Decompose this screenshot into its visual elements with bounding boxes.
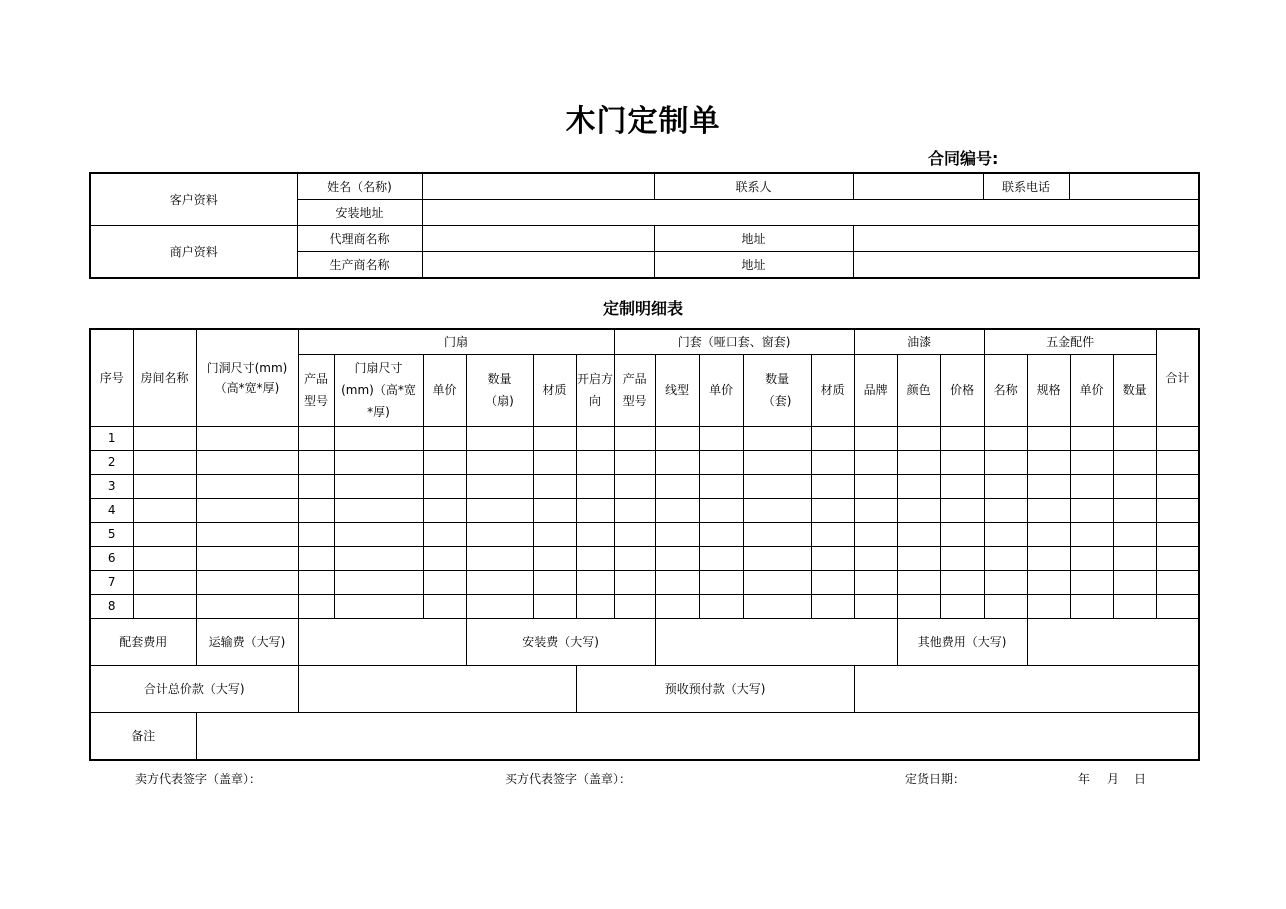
detail-table: [89, 328, 1200, 761]
table-cell[interactable]: [1027, 570, 1070, 594]
table-cell[interactable]: [533, 474, 576, 498]
table-cell[interactable]: [854, 594, 897, 618]
table-cell[interactable]: [1156, 522, 1199, 546]
header-door-frame: 门套（哑口套、窗套): [614, 329, 854, 354]
transport-fee-label: 运输费（大写): [196, 618, 298, 665]
contact-person-label: 联系人: [654, 173, 853, 200]
customer-section-label: 客户资料: [90, 173, 297, 226]
table-cell[interactable]: [1027, 546, 1070, 570]
table-cell[interactable]: [298, 474, 334, 498]
table-cell[interactable]: [1113, 498, 1156, 522]
table-cell[interactable]: [1156, 450, 1199, 474]
table-row: [90, 474, 1199, 498]
table-cell[interactable]: [1156, 570, 1199, 594]
subheader-leaf-material: 材质: [533, 354, 576, 426]
row-number: 6: [90, 546, 133, 570]
customer-name-label: 姓名（名称): [297, 173, 422, 200]
table-cell[interactable]: [699, 450, 743, 474]
total-price-label: 合计总价款（大写): [90, 665, 298, 712]
subheader-paint-brand: 品牌: [854, 354, 897, 426]
merchant-section-label: 商户资料: [90, 226, 297, 279]
table-cell[interactable]: [1156, 594, 1199, 618]
subheader-hw-spec: 规格: [1027, 354, 1070, 426]
table-cell[interactable]: [897, 450, 940, 474]
table-cell[interactable]: [940, 474, 984, 498]
table-cell[interactable]: [1113, 594, 1156, 618]
table-cell[interactable]: [298, 522, 334, 546]
detail-table-title: 定制明细表: [602, 299, 683, 318]
agent-name-field[interactable]: [422, 226, 654, 252]
table-cell[interactable]: [1070, 570, 1113, 594]
order-date-label: 定货日期：: [905, 772, 966, 786]
table-cell[interactable]: [576, 450, 614, 474]
table-cell[interactable]: [743, 498, 811, 522]
table-cell[interactable]: [334, 474, 423, 498]
table-cell[interactable]: [984, 498, 1027, 522]
row-number: 3: [90, 474, 133, 498]
table-cell[interactable]: [984, 474, 1027, 498]
table-cell[interactable]: [1113, 426, 1156, 450]
subheader-leaf-model: 产品型号: [298, 354, 334, 426]
table-cell[interactable]: [811, 594, 854, 618]
contact-person-field[interactable]: [853, 173, 983, 200]
table-row: [90, 426, 1199, 450]
table-cell[interactable]: [984, 426, 1027, 450]
table-cell[interactable]: [1027, 426, 1070, 450]
maker-name-label: 生产商名称: [297, 252, 422, 279]
table-cell[interactable]: [1113, 474, 1156, 498]
header-seq: 序号: [90, 329, 133, 426]
table-cell[interactable]: [196, 594, 298, 618]
install-fee-label: 安装费（大写): [466, 618, 655, 665]
table-cell[interactable]: [614, 546, 655, 570]
table-cell[interactable]: [576, 570, 614, 594]
date-month-label: 月: [1107, 772, 1120, 786]
table-cell[interactable]: [1027, 450, 1070, 474]
table-cell[interactable]: [940, 450, 984, 474]
table-cell[interactable]: [614, 498, 655, 522]
table-cell[interactable]: [334, 546, 423, 570]
table-cell[interactable]: [133, 594, 196, 618]
header-hole-size: 门洞尺寸(mm)（高*宽*厚): [196, 329, 298, 426]
subheader-leaf-direction: 开启方向: [576, 354, 614, 426]
table-cell[interactable]: [298, 546, 334, 570]
table-cell[interactable]: [614, 522, 655, 546]
subheader-frame-model: 产品型号: [614, 354, 655, 426]
table-cell[interactable]: [466, 450, 533, 474]
table-cell[interactable]: [533, 522, 576, 546]
table-cell[interactable]: [576, 498, 614, 522]
table-cell[interactable]: [940, 522, 984, 546]
table-cell[interactable]: [576, 522, 614, 546]
table-cell[interactable]: [743, 522, 811, 546]
table-cell[interactable]: [298, 570, 334, 594]
table-cell[interactable]: [940, 426, 984, 450]
table-cell[interactable]: [940, 546, 984, 570]
install-fee-field[interactable]: [655, 618, 897, 665]
table-cell[interactable]: [1113, 546, 1156, 570]
table-cell[interactable]: [699, 594, 743, 618]
table-cell[interactable]: [1113, 522, 1156, 546]
table-cell[interactable]: [699, 426, 743, 450]
remark-field[interactable]: [196, 712, 1199, 760]
table-cell[interactable]: [1113, 570, 1156, 594]
signature-line: [0, 770, 1286, 790]
table-cell[interactable]: [533, 426, 576, 450]
table-cell[interactable]: [1027, 498, 1070, 522]
table-cell[interactable]: [133, 474, 196, 498]
table-cell[interactable]: [699, 570, 743, 594]
table-cell[interactable]: [133, 426, 196, 450]
subheader-paint-color: 颜色: [897, 354, 940, 426]
table-row: [90, 570, 1199, 594]
table-cell[interactable]: [533, 450, 576, 474]
table-cell[interactable]: [984, 450, 1027, 474]
table-cell[interactable]: [298, 426, 334, 450]
table-cell[interactable]: [614, 594, 655, 618]
other-fee-label: 其他费用（大写): [897, 618, 1027, 665]
table-cell[interactable]: [533, 570, 576, 594]
table-cell[interactable]: [655, 594, 699, 618]
subheader-leaf-qty: 数量（扇): [466, 354, 533, 426]
row-number: 1: [90, 426, 133, 450]
subheader-hw-price: 单价: [1070, 354, 1113, 426]
table-cell[interactable]: [897, 426, 940, 450]
table-cell[interactable]: [1027, 522, 1070, 546]
table-cell[interactable]: [854, 450, 897, 474]
table-cell[interactable]: [854, 522, 897, 546]
table-cell[interactable]: [811, 474, 854, 498]
table-cell[interactable]: [423, 546, 466, 570]
header-hardware: 五金配件: [984, 329, 1156, 354]
date-day-label: 日: [1134, 772, 1147, 786]
table-cell[interactable]: [298, 498, 334, 522]
table-cell[interactable]: [196, 426, 298, 450]
table-cell[interactable]: [133, 498, 196, 522]
subheader-frame-material: 材质: [811, 354, 854, 426]
phone-label: 联系电话: [983, 173, 1069, 200]
table-cell[interactable]: [940, 570, 984, 594]
table-cell[interactable]: [743, 594, 811, 618]
table-cell[interactable]: [984, 522, 1027, 546]
table-cell[interactable]: [655, 474, 699, 498]
table-cell[interactable]: [743, 570, 811, 594]
table-cell[interactable]: [334, 498, 423, 522]
row-number: 7: [90, 570, 133, 594]
table-cell[interactable]: [1156, 474, 1199, 498]
table-cell[interactable]: [811, 450, 854, 474]
table-row: [90, 522, 1199, 546]
date-year-label: 年: [1078, 772, 1091, 786]
table-cell[interactable]: [699, 546, 743, 570]
table-cell[interactable]: [133, 522, 196, 546]
table-cell[interactable]: [196, 570, 298, 594]
table-cell[interactable]: [334, 426, 423, 450]
table-cell[interactable]: [984, 570, 1027, 594]
accessory-fee-label: 配套费用: [90, 618, 196, 665]
table-cell[interactable]: [1070, 522, 1113, 546]
table-cell[interactable]: [655, 546, 699, 570]
table-cell[interactable]: [196, 474, 298, 498]
table-cell[interactable]: [423, 426, 466, 450]
table-cell[interactable]: [984, 594, 1027, 618]
table-cell[interactable]: [196, 546, 298, 570]
table-cell[interactable]: [196, 498, 298, 522]
subheader-hw-qty: 数量: [1113, 354, 1156, 426]
table-cell[interactable]: [334, 450, 423, 474]
table-cell[interactable]: [655, 498, 699, 522]
table-cell[interactable]: [655, 426, 699, 450]
table-cell[interactable]: [1156, 426, 1199, 450]
table-cell[interactable]: [614, 450, 655, 474]
table-cell[interactable]: [466, 570, 533, 594]
table-cell[interactable]: [897, 594, 940, 618]
maker-name-field[interactable]: [422, 252, 654, 279]
table-cell[interactable]: [576, 426, 614, 450]
install-address-label: 安装地址: [297, 200, 422, 226]
table-row: [90, 450, 1199, 474]
table-cell[interactable]: [699, 474, 743, 498]
info-table: [89, 172, 1200, 279]
table-cell[interactable]: [423, 570, 466, 594]
subheader-frame-price: 单价: [699, 354, 743, 426]
table-cell[interactable]: [423, 450, 466, 474]
row-number: 5: [90, 522, 133, 546]
remark-label: 备注: [90, 712, 196, 760]
transport-fee-field[interactable]: [298, 618, 466, 665]
table-cell[interactable]: [940, 498, 984, 522]
subheader-leaf-price: 单价: [423, 354, 466, 426]
table-cell[interactable]: [1113, 450, 1156, 474]
table-cell[interactable]: [1070, 546, 1113, 570]
table-cell[interactable]: [699, 498, 743, 522]
row-number: 8: [90, 594, 133, 618]
table-cell[interactable]: [699, 522, 743, 546]
table-cell[interactable]: [897, 498, 940, 522]
table-cell[interactable]: [811, 546, 854, 570]
table-row: [90, 594, 1199, 618]
table-cell[interactable]: [897, 546, 940, 570]
table-cell[interactable]: [897, 474, 940, 498]
table-cell[interactable]: [743, 474, 811, 498]
agent-name-label: 代理商名称: [297, 226, 422, 252]
buyer-signature-label: 买方代表签字（盖章）：: [505, 772, 632, 786]
table-cell[interactable]: [811, 570, 854, 594]
table-cell[interactable]: [533, 498, 576, 522]
table-cell[interactable]: [897, 522, 940, 546]
table-cell[interactable]: [334, 594, 423, 618]
table-cell[interactable]: [533, 594, 576, 618]
table-cell[interactable]: [854, 474, 897, 498]
table-cell[interactable]: [940, 594, 984, 618]
table-cell[interactable]: [576, 546, 614, 570]
table-cell[interactable]: [655, 522, 699, 546]
table-cell[interactable]: [854, 570, 897, 594]
phone-field[interactable]: [1069, 173, 1199, 200]
table-cell[interactable]: [466, 498, 533, 522]
table-cell[interactable]: [854, 426, 897, 450]
table-cell[interactable]: [334, 522, 423, 546]
row-number: 4: [90, 498, 133, 522]
table-cell[interactable]: [196, 522, 298, 546]
table-cell[interactable]: [576, 474, 614, 498]
subheader-frame-line: 线型: [655, 354, 699, 426]
table-cell[interactable]: [423, 522, 466, 546]
table-cell[interactable]: [655, 570, 699, 594]
seller-signature-label: 卖方代表签字（盖章）：: [135, 772, 262, 786]
other-fee-field[interactable]: [1027, 618, 1199, 665]
table-cell[interactable]: [576, 594, 614, 618]
table-cell[interactable]: [133, 570, 196, 594]
total-price-field[interactable]: [298, 665, 576, 712]
table-cell[interactable]: [1070, 498, 1113, 522]
header-door-leaf: 门扇: [298, 329, 614, 354]
table-cell[interactable]: [133, 546, 196, 570]
table-cell[interactable]: [1156, 498, 1199, 522]
table-cell[interactable]: [1070, 474, 1113, 498]
table-cell[interactable]: [466, 522, 533, 546]
header-room: 房间名称: [133, 329, 196, 426]
table-cell[interactable]: [1070, 450, 1113, 474]
table-cell[interactable]: [614, 570, 655, 594]
table-cell[interactable]: [1156, 546, 1199, 570]
table-cell[interactable]: [423, 498, 466, 522]
table-cell[interactable]: [614, 426, 655, 450]
table-cell[interactable]: [614, 474, 655, 498]
table-cell[interactable]: [466, 474, 533, 498]
prepayment-field[interactable]: [854, 665, 1199, 712]
subheader-frame-qty: 数量（套): [743, 354, 811, 426]
customer-name-field[interactable]: [422, 173, 654, 200]
table-cell[interactable]: [743, 450, 811, 474]
table-row: [90, 498, 1199, 522]
maker-address-field[interactable]: [853, 252, 1199, 279]
table-cell[interactable]: [334, 570, 423, 594]
table-cell[interactable]: [533, 546, 576, 570]
table-cell[interactable]: [466, 594, 533, 618]
prepayment-label: 预收预付款（大写): [576, 665, 854, 712]
table-cell[interactable]: [811, 522, 854, 546]
table-cell[interactable]: [984, 546, 1027, 570]
maker-address-label: 地址: [654, 252, 853, 279]
agent-address-label: 地址: [654, 226, 853, 252]
row-number: 2: [90, 450, 133, 474]
table-cell[interactable]: [196, 450, 298, 474]
header-paint: 油漆: [854, 329, 984, 354]
contract-number-label: 合同编号:: [928, 149, 999, 168]
table-cell[interactable]: [811, 498, 854, 522]
install-address-field[interactable]: [422, 200, 1199, 226]
table-cell[interactable]: [743, 546, 811, 570]
table-cell[interactable]: [423, 594, 466, 618]
table-cell[interactable]: [466, 546, 533, 570]
table-row: [90, 546, 1199, 570]
agent-address-field[interactable]: [853, 226, 1199, 252]
table-cell[interactable]: [854, 546, 897, 570]
subheader-leaf-size: 门扇尺寸(mm)（高*宽*厚): [334, 354, 423, 426]
table-cell[interactable]: [298, 450, 334, 474]
table-cell[interactable]: [298, 594, 334, 618]
table-cell[interactable]: [655, 450, 699, 474]
table-cell[interactable]: [743, 426, 811, 450]
table-cell[interactable]: [854, 498, 897, 522]
table-cell[interactable]: [466, 426, 533, 450]
table-cell[interactable]: [897, 570, 940, 594]
document-title: 木门定制单: [565, 104, 721, 139]
table-cell[interactable]: [1070, 594, 1113, 618]
table-cell[interactable]: [1070, 426, 1113, 450]
table-cell[interactable]: [811, 426, 854, 450]
table-cell[interactable]: [1027, 474, 1070, 498]
table-cell[interactable]: [1027, 594, 1070, 618]
header-total: 合计: [1156, 329, 1199, 426]
table-cell[interactable]: [133, 450, 196, 474]
table-cell[interactable]: [423, 474, 466, 498]
subheader-paint-price: 价格: [940, 354, 984, 426]
subheader-hw-name: 名称: [984, 354, 1027, 426]
